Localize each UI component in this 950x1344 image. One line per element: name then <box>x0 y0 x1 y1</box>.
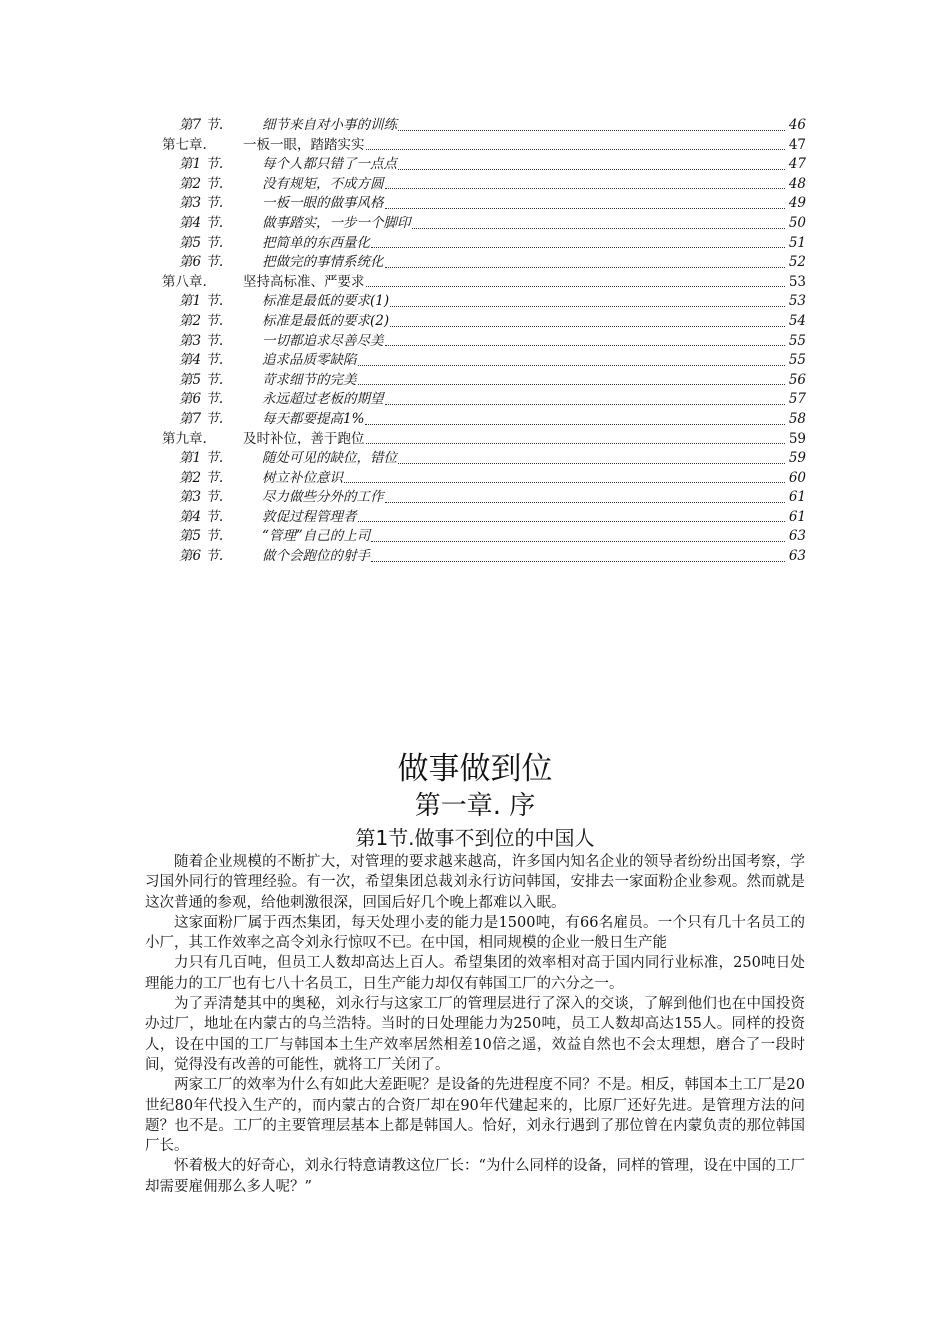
toc-dot-leader <box>371 247 785 248</box>
chapter-title: 第一章. 序 <box>414 791 536 821</box>
toc-entry-section[interactable] <box>0 527 950 547</box>
toc-entry-page: 50 <box>788 214 806 231</box>
toc-entry-number: 第七章. <box>162 136 207 153</box>
toc-entry-page: 55 <box>788 332 806 349</box>
toc-entry-page: 54 <box>788 312 806 329</box>
toc-dot-leader <box>398 463 785 464</box>
toc-entry-number: 第5 节. <box>179 528 224 545</box>
toc-entry-title: 树立补位意识 <box>262 469 343 486</box>
toc-dot-leader <box>390 306 785 307</box>
toc-entry-title: 做事踏实，一步一个脚印 <box>262 214 411 231</box>
toc-entry-title: 做个会跑位的射手 <box>262 548 370 565</box>
toc-entry-number: 第4 节. <box>179 352 224 369</box>
toc-dot-leader <box>344 482 785 483</box>
toc-entry-section[interactable] <box>0 332 950 352</box>
toc-entry-title: 随处可见的缺位，错位 <box>262 450 397 467</box>
toc-entry-section[interactable] <box>0 351 950 371</box>
toc-dot-leader <box>412 228 786 229</box>
toc-entry-page: 53 <box>788 273 806 290</box>
toc-entry-chapter[interactable] <box>0 430 950 450</box>
toc-entry-number: 第2 节. <box>179 175 224 192</box>
toc-dot-leader <box>398 130 785 131</box>
toc-entry-title: 一切都追求尽善尽美 <box>262 332 384 349</box>
toc-entry-title: 追求品质零缺陷 <box>262 352 357 369</box>
paragraph: 这家面粉厂属于西杰集团，每天处理小麦的能力是1500吨，有66名雇员。一个只有几十名员工的小厂，其工作效率之高令刘永行惊叹不已。在中国，相同规模的企业一般日生产能 <box>145 914 805 952</box>
toc-entry-page: 46 <box>788 117 806 133</box>
toc-entry-title: 每个人都只错了一点点 <box>262 156 397 173</box>
toc-entry-title: 每天都要提高1% <box>262 410 365 427</box>
document-title: 做事做到位 <box>397 751 553 787</box>
toc-entry-section[interactable] <box>0 449 950 469</box>
paragraph: 怀着极大的好奇心，刘永行特意请教这位厂长：“为什么同样的设备，同样的管理，设在中国的工厂却需要雇佣那么多人呢？” <box>145 1158 805 1195</box>
table-of-contents <box>0 116 950 567</box>
toc-dot-leader <box>385 188 786 189</box>
toc-entry-title: “管理”自己的上司 <box>262 528 371 545</box>
toc-entry-section[interactable] <box>0 410 950 430</box>
toc-entry-page: 51 <box>788 234 806 251</box>
toc-entry-section[interactable] <box>0 292 950 312</box>
toc-dot-leader <box>358 384 786 385</box>
toc-entry-title: 细节来自对小事的训练 <box>262 117 397 133</box>
toc-entry-title: 一板一眼的做事风格 <box>262 195 384 212</box>
toc-entry-number: 第7 节. <box>179 410 224 427</box>
toc-dot-leader <box>366 443 786 444</box>
toc-dot-leader <box>385 404 786 405</box>
toc-entry-title: 永远超过老板的期望 <box>262 391 384 408</box>
toc-entry-page: 57 <box>788 391 806 408</box>
section-title: 第1节.做事不到位的中国人 <box>355 826 595 850</box>
toc-entry-number: 第6 节. <box>179 548 224 565</box>
toc-entry-section[interactable] <box>0 234 950 254</box>
toc-entry-number: 第2 节. <box>179 312 224 329</box>
paragraph: 力只有几百吨，但员工人数却高达上百人。希望集团的效率相对高于国内同行业标准，250吨日处理能力的工厂也有七八十名员工，日生产能力却仅有韩国工厂的六分之一。 <box>145 955 805 992</box>
toc-dot-leader <box>371 541 785 542</box>
toc-entry-number: 第3 节. <box>179 489 224 506</box>
toc-entry-section[interactable] <box>0 508 950 528</box>
toc-entry-section[interactable] <box>0 488 950 508</box>
toc-entry-section[interactable] <box>0 371 950 391</box>
toc-entry-title: 标准是最低的要求(1) <box>262 293 390 310</box>
toc-entry-page: 59 <box>788 430 806 447</box>
toc-dot-leader <box>398 169 785 170</box>
toc-entry-title: 坚持高标准、严要求 <box>243 273 365 290</box>
toc-entry-number: 第5 节. <box>179 234 224 251</box>
paragraph: 随着企业规模的不断扩大，对管理的要求越来越高，许多国内知名企业的领导者纷纷出国考察，学习国外同行的管理经验。有一次，希望集团总裁刘永行访问韩国，安排去一家面粉企业参观。然而就是这次普通的参观，给他刺激很深，回国后好几个晚上都难以入眠。 <box>145 854 805 911</box>
toc-entry-number: 第1 节. <box>179 156 224 173</box>
toc-entry-number: 第6 节. <box>179 254 224 271</box>
toc-dot-leader <box>385 208 786 209</box>
toc-entry-title: 标准是最低的要求(2) <box>262 312 390 329</box>
toc-entry-section[interactable] <box>0 214 950 234</box>
toc-entry-number: 第3 节. <box>179 195 224 212</box>
toc-entry-chapter[interactable] <box>0 273 950 293</box>
toc-entry-number: 第4 节. <box>179 214 224 231</box>
toc-entry-title: 敦促过程管理者 <box>262 508 357 525</box>
toc-entry-number: 第八章. <box>162 273 207 290</box>
toc-dot-leader <box>390 326 785 327</box>
toc-entry-section[interactable] <box>0 175 950 195</box>
toc-entry-title: 尽力做些分外的工作 <box>262 489 384 506</box>
toc-entry-section[interactable] <box>0 155 950 175</box>
toc-dot-leader <box>385 502 786 503</box>
toc-dot-leader <box>385 345 786 346</box>
toc-entry-section[interactable] <box>0 390 950 410</box>
toc-entry-page: 58 <box>788 410 806 427</box>
toc-entry-page: 61 <box>788 489 806 506</box>
toc-entry-title: 及时补位，善于跑位 <box>243 430 365 447</box>
toc-dot-leader <box>385 267 786 268</box>
toc-entry-title: 把简单的东西量化 <box>262 234 370 251</box>
toc-entry-page: 63 <box>788 528 806 545</box>
toc-entry-chapter[interactable] <box>0 136 950 156</box>
toc-entry-number: 第6 节. <box>179 391 224 408</box>
toc-entry-title: 没有规矩，不成方圆 <box>262 175 384 192</box>
toc-entry-page: 56 <box>788 371 806 388</box>
toc-entry-section[interactable] <box>0 194 950 214</box>
toc-entry-page: 52 <box>788 254 806 271</box>
paragraph: 为了弄清楚其中的奥秘，刘永行与这家工厂的管理层进行了深入的交谈，了解到他们也在中国投资办过厂，地址在内蒙古的乌兰浩特。当时的日处理能力为250吨，员工人数却高达155人。同样的投资人，设在中国的工厂与韩国本土生产效率居然相差10倍之遥，效益自然也不会太理想，磨合了一段时间，觉得没有改善的可能性，就将工厂关闭了。 <box>145 996 805 1073</box>
toc-entry-title: 一板一眼，踏踏实实 <box>243 136 365 153</box>
paragraph: 两家工厂的效率为什么有如此大差距呢？是设备的先进程度不同？不是。相反，韩国本土工厂是20世纪80年代投入生产的，而内蒙古的合资厂却在90年代建起来的，比原厂还好先进。是管理方法的问题？也不是。工厂的主要管理层基本上都是韩国人。恰好，刘永行遇到了那位曾在内蒙负责的那位韩国厂长。 <box>145 1077 805 1155</box>
toc-entry-section[interactable] <box>0 116 950 136</box>
toc-entry-title: 把做完的事情系统化 <box>262 254 384 271</box>
toc-entry-number: 第5 节. <box>179 371 224 388</box>
toc-entry-page: 61 <box>788 508 806 525</box>
toc-dot-leader <box>358 521 786 522</box>
body-text <box>145 852 805 1197</box>
toc-entry-section[interactable] <box>0 547 950 567</box>
toc-entry-section[interactable] <box>0 253 950 273</box>
toc-entry-page: 53 <box>788 293 806 310</box>
toc-entry-number: 第3 节. <box>179 332 224 349</box>
toc-entry-number: 第九章. <box>162 430 207 447</box>
toc-entry-number: 第4 节. <box>179 508 224 525</box>
toc-dot-leader <box>371 561 785 562</box>
toc-entry-number: 第1 节. <box>179 450 224 467</box>
toc-entry-page: 59 <box>788 450 806 467</box>
toc-entry-page: 47 <box>788 156 806 173</box>
toc-dot-leader <box>365 424 785 425</box>
toc-entry-page: 47 <box>788 136 806 153</box>
toc-entry-page: 49 <box>788 195 806 212</box>
toc-dot-leader <box>358 365 786 366</box>
toc-dot-leader <box>366 149 786 150</box>
toc-entry-number: 第1 节. <box>179 293 224 310</box>
toc-entry-page: 60 <box>788 469 806 486</box>
toc-dot-leader <box>366 286 786 287</box>
toc-entry-number: 第7 节. <box>179 117 224 133</box>
toc-entry-page: 55 <box>788 352 806 369</box>
toc-entry-title: 苛求细节的完美 <box>262 371 357 388</box>
toc-entry-section[interactable] <box>0 312 950 332</box>
toc-entry-page: 48 <box>788 175 806 192</box>
toc-entry-number: 第2 节. <box>179 469 224 486</box>
toc-entry-page: 63 <box>788 548 806 565</box>
toc-entry-section[interactable] <box>0 469 950 489</box>
